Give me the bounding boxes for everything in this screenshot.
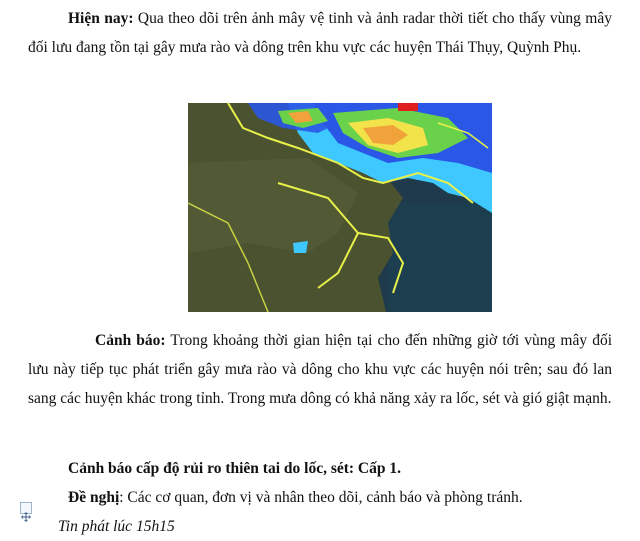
signoff-time: Tin phát lúc 15h15 bbox=[58, 518, 175, 535]
label-warning: Cảnh báo: bbox=[95, 332, 166, 349]
paragraph-risk-level: Cảnh báo cấp độ rủi ro thiên tai do lốc, sét: Cấp 1. bbox=[68, 460, 401, 477]
text-warning: Trong khoảng thời gian hiện tại cho đến những giờ tới vùng mây đối lưu này tiếp tục phát triển gây mưa rào và dông cho khu vực các huyện nói trên; sau đó lan sang các huyện khác trong tỉnh. Trong mưa dông có khả năng xảy ra lốc, sét và gió giật mạnh. bbox=[28, 332, 613, 407]
label-current: Hiện nay: bbox=[68, 10, 134, 27]
text-current: Qua theo dõi trên ảnh mây vệ tinh và ảnh radar thời tiết cho thấy vùng mây đối lưu đang tồn tại gây mưa rào và dông trên khu vực các huyện Thái Thụy, Quỳnh Phụ. bbox=[28, 10, 612, 56]
paragraph-warning bbox=[28, 326, 612, 413]
label-recommendation: Đề nghị bbox=[68, 489, 120, 506]
text-recommendation: : Các cơ quan, đơn vị và nhân theo dõi, cảnh báo và phòng tránh. bbox=[119, 489, 523, 506]
paragraph-recommendation bbox=[68, 483, 612, 512]
radar-satellite-image bbox=[188, 103, 492, 312]
paragraph-current bbox=[28, 4, 612, 62]
table-move-handle-icon[interactable] bbox=[20, 502, 32, 514]
